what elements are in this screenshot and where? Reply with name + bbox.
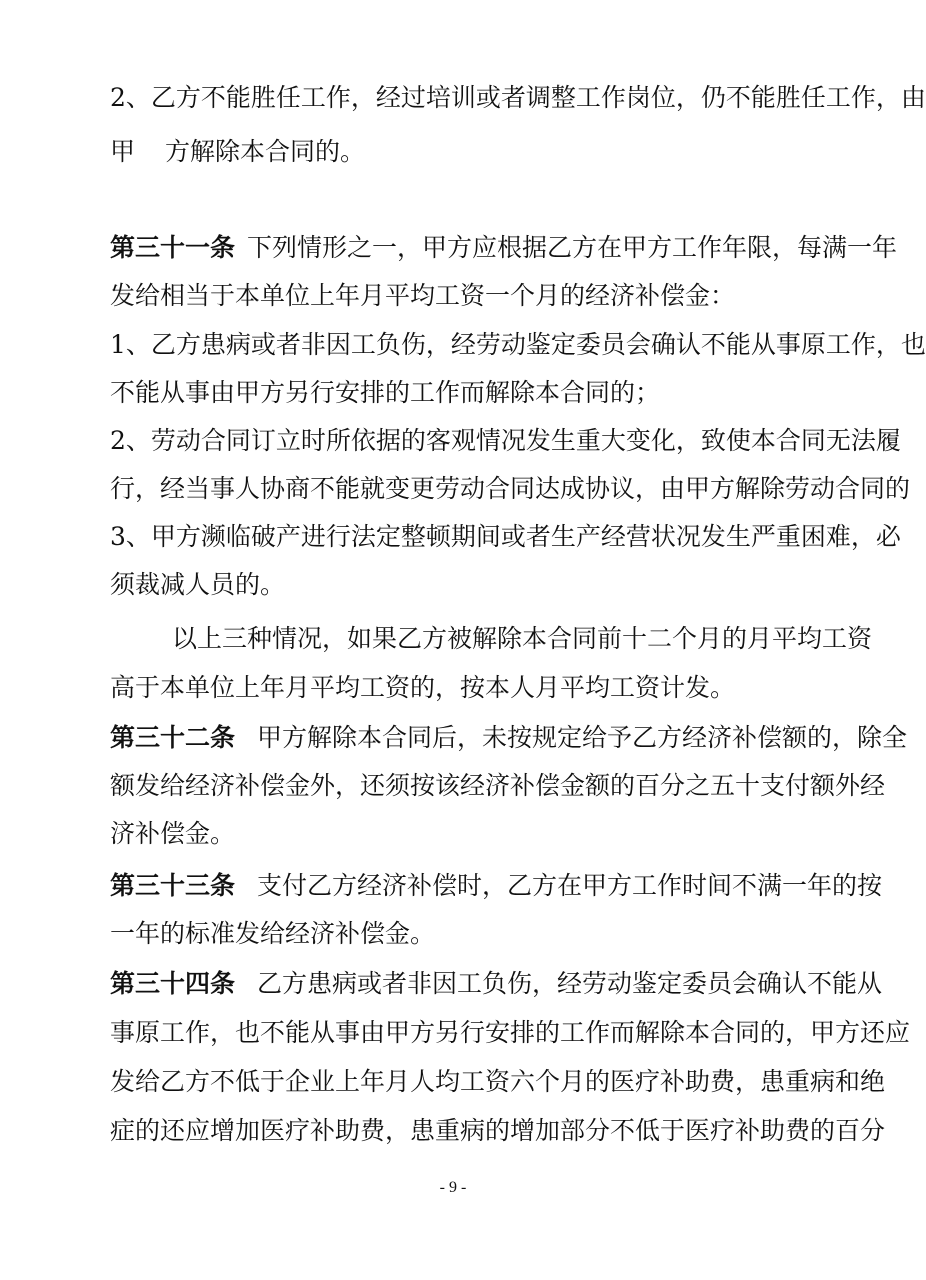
paragraph-line	[110, 617, 873, 661]
paragraph-line	[110, 76, 926, 120]
paragraph-line	[110, 563, 810, 607]
paragraph-line	[110, 1060, 886, 1104]
line-text: 2、乙方不能胜任工作，经过培训或者调整工作岗位，仍不能胜任工作，由	[110, 83, 926, 112]
paragraph-line	[110, 467, 911, 511]
line-text: 以上三种情况，如果乙方被解除本合同前十二个月的月平均工资	[172, 624, 873, 653]
paragraph-line	[110, 666, 810, 710]
line-text: 行，经当事人协商不能就变更劳动合同达成协议，由甲方解除劳动合同的	[110, 474, 911, 503]
line-text: 发给相当于本单位上年月平均工资一个月的经济补偿金：	[110, 281, 736, 310]
line-text: 2、劳动合同订立时所依据的客观情况发生重大变化，致使本合同无法履	[110, 426, 901, 455]
line-text: 额发给经济补偿金外，还须按该经济补偿金额的百分之五十支付额外经	[110, 771, 886, 800]
line-text: 不能从事由甲方另行安排的工作而解除本合同的；	[110, 378, 661, 407]
article-heading-line	[110, 962, 883, 1006]
paragraph-line	[110, 812, 810, 856]
paragraph-line	[110, 323, 926, 367]
line-text: 乙方患病或者非因工负伤，经劳动鉴定委员会确认不能从	[257, 969, 883, 998]
line-text: 须裁减人员的。	[110, 570, 286, 599]
line-text: 1、乙方患病或者非因工负伤，经劳动鉴定委员会确认不能从事原工作，也	[110, 330, 926, 359]
paragraph-line	[110, 764, 886, 808]
article-heading-line	[110, 226, 898, 270]
line-text: 下列情形之一，甲方应根据乙方在甲方工作年限，每满一年	[247, 233, 898, 262]
article-heading-line	[110, 864, 883, 908]
paragraph-line	[110, 419, 901, 463]
line-text: 一年的标准发给经济补偿金。	[110, 919, 436, 948]
article-33-title: 第三十三条	[110, 871, 236, 900]
line-prefix: 甲	[110, 137, 136, 166]
line-text: 济补偿金。	[110, 819, 236, 848]
line-text: 症的还应增加医疗补助费，患重病的增加部分不低于医疗补助费的百分	[110, 1116, 886, 1145]
page-number: - 9 -	[439, 1179, 467, 1196]
paragraph-line	[110, 912, 810, 956]
article-31-title: 第三十一条	[110, 233, 236, 262]
paragraph-line	[110, 515, 901, 559]
line-text: 事原工作，也不能从事由甲方另行安排的工作而解除本合同的，甲方还应	[110, 1018, 911, 1047]
article-heading-line	[110, 716, 908, 760]
line-text: 方解除本合同的。	[165, 137, 366, 166]
paragraph-line	[110, 371, 810, 415]
paragraph-line	[110, 274, 810, 318]
article-34-title: 第三十四条	[110, 969, 236, 998]
line-text: 甲方解除本合同后，未按规定给予乙方经济补偿额的，除全	[257, 723, 908, 752]
paragraph-line	[110, 1011, 911, 1055]
paragraph-line	[110, 1109, 886, 1153]
paragraph-line	[110, 130, 810, 174]
line-text: 高于本单位上年月平均工资的，按本人月平均工资计发。	[110, 673, 736, 702]
line-text: 发给乙方不低于企业上年月人均工资六个月的医疗补助费，患重病和绝	[110, 1067, 886, 1096]
article-32-title: 第三十二条	[110, 723, 236, 752]
line-text: 3、甲方濒临破产进行法定整顿期间或者生产经营状况发生严重困难，必	[110, 522, 901, 551]
line-text: 支付乙方经济补偿时，乙方在甲方工作时间不满一年的按	[257, 871, 883, 900]
